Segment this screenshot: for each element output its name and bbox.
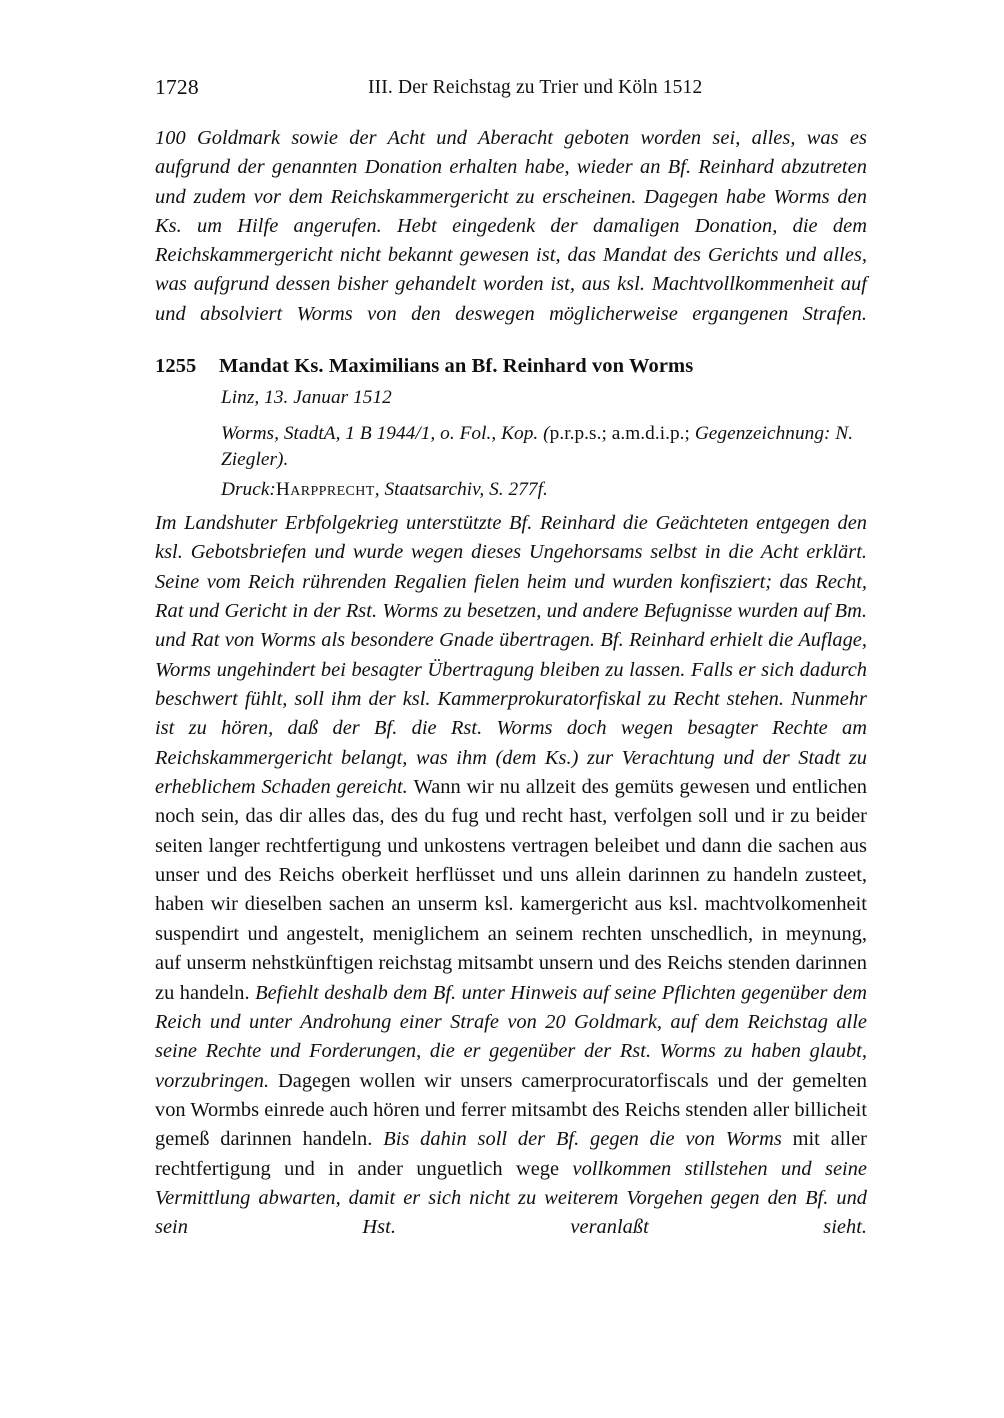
entry-heading: [155, 352, 867, 380]
print-author: Harpprecht: [275, 479, 375, 500]
continuation-paragraph: 100 Goldmark sowie der Acht und Aberacht geboten worden sei, alles, was es aufgrund der genannten Donation erhalten habe, wieder an Bf. Reinhard abzutreten und zudem vor dem Reichskammergericht zu erscheinen. Dagegen habe Worms den Ks. um Hilfe angerufen. Hebt eingedenk der damaligen Donation, die dem Reichskammergericht nicht bekannt gewesen ist, das Mandat des Gerichts und alles, was aufgrund dessen bisher gehandelt worden ist, aus ksl. Machtvollkommenheit auf und absolviert Worms von den deswegen möglicherweise ergangenen Strafen.: [155, 127, 867, 325]
running-title: III. Der Reichstag zu Trier und Köln 1512: [368, 77, 703, 98]
body-segment-quote: Dagegen wollen wir unsers camerprocuratorfiscals und der gemelten von Wormbs einrede auch hören und ferrer mitsambt des Reichs stenden aller billicheit gemeß darinnen handeln.: [155, 1069, 868, 1151]
source-countersign: Gegenzeichnung: N. Ziegler).: [221, 423, 854, 470]
entry-dateline: Linz, 13. Januar 1512: [221, 387, 392, 408]
source-formula: p.r.p.s.; a.m.d.i.p.;: [549, 423, 690, 444]
print-rest: , Staatsarchiv, S. 277f.: [374, 479, 548, 500]
body-segment-regest: Im Landshuter Erbfolgekrieg unterstützte Bf. Reinhard die Geächteten entgegen den ksl. Gebotsbriefen und wurde wegen dieses Ungehorsams selbst in die Acht erklärt. Seine vom Reich rührenden Regalien fielen heim und wurden konfisziert; das Recht, Rat und Gericht in der Rst. Worms zu besetzen, und andere Befugnisse wurden auf Bm. und Rat von Worms als besondere Gnade übertragen. Bf. Reinhard erhielt die Auflage, Worms ungehindert bei besagter Übertragung bleiben zu lassen. Falls er sich dadurch beschwert fühlt, soll ihm der ksl. Kammerprokuratorfiskal zu Recht stehen. Nunmehr ist zu hören, daß der Bf. die Rst. Worms doch wegen besagter Rechte am Reichskammergericht belangt, was ihm (dem Ks.) zur Verachtung und der Stadt zu erheblichem Schaden gereicht.: [155, 512, 867, 799]
source-archive: Worms, StadtA, 1 B 1944/1, o. Fol., Kop. (: [221, 423, 550, 444]
entry-source: [221, 421, 869, 473]
print-label: Druck:: [221, 479, 276, 500]
page-number: 1728: [155, 75, 199, 99]
body-segment-regest: Bis dahin soll der Bf. gegen die von Worms: [383, 1128, 793, 1151]
running-head: [155, 74, 865, 100]
body-segment-quote: Wann wir nu allzeit des gemüts gewesen und entlichen noch sein, das dir alles das, des du fug und recht hast, verfolgen soll und ir zu beider seiten langer rechtfertigung und unkostens vertragen beleibet und dann die sachen aus unser und des Reichs oberkeit herflüsset und uns allein darinnen zu handeln zusteet, haben wir dieselben sachen an unserm ksl. kamergericht aus ksl. machtvolkomenheit suspendirt und angestelt, meniglichem an seinem rechten unschedlich, in meynung, auf unserm nehstkünftigen reichstag mitsambt unsern und des Reichs stenden darinnen zu handeln.: [155, 776, 867, 1004]
entry-number: 1255: [155, 355, 197, 377]
body-segment-regest: Befiehlt deshalb dem Bf. unter Hinweis auf seine Pflichten gegenüber dem Reich und unter Androhung einer Strafe von 20 Goldmark, auf dem Reichstag alle seine Rechte und Forderungen, die er gegenüber der Rst. Worms zu haben glaubt, vorzubringen.: [155, 981, 868, 1092]
body-segment-regest: vollkommen stillstehen und seine Vermittlung abwarten, damit er sich nicht zu weiterem Vorgehen gegen den Bf. und sein Hst. veranlaßt sieht.: [155, 1157, 867, 1239]
entry-body: [155, 509, 867, 1272]
body-segment-quote: mit aller rechtfertigung und in ander unguetlich wege: [155, 1128, 867, 1180]
entry-print-reference: [221, 477, 867, 503]
entry-title: Mandat Ks. Maximilians an Bf. Reinhard von Worms: [219, 355, 694, 377]
